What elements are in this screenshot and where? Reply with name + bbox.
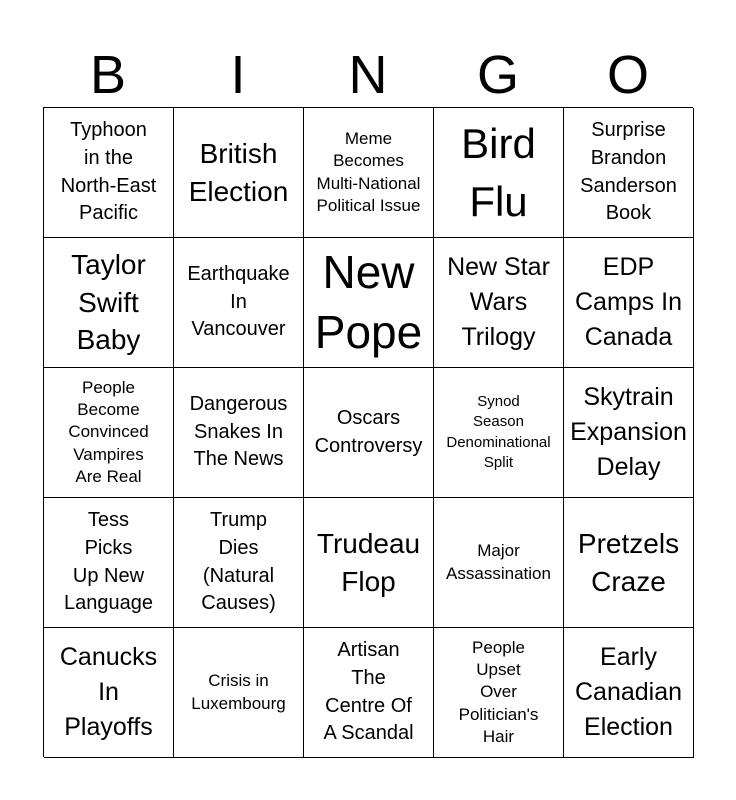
bingo-board	[43, 107, 693, 757]
bingo-cell: People Become Convinced Vampires Are Real	[44, 368, 174, 498]
bingo-cell: Earthquake In Vancouver	[174, 238, 304, 368]
bingo-cell: Canucks In Playoffs	[44, 628, 174, 758]
bingo-cell: Major Assassination	[434, 498, 564, 628]
bingo-cell: Tess Picks Up New Language	[44, 498, 174, 628]
header-letter-i: I	[230, 45, 246, 105]
bingo-cell: Typhoon in the North-East Pacific	[44, 108, 174, 238]
bingo-cell: Crisis in Luxembourg	[174, 628, 304, 758]
bingo-header	[43, 42, 693, 108]
bingo-cell: Surprise Brandon Sanderson Book	[564, 108, 694, 238]
header-letter-g: G	[476, 45, 519, 105]
bingo-cell: Trudeau Flop	[304, 498, 434, 628]
bingo-cell: Meme Becomes Multi-National Political Issue	[304, 108, 434, 238]
bingo-cell: Dangerous Snakes In The News	[174, 368, 304, 498]
bingo-cell: People Upset Over Politician's Hair	[434, 628, 564, 758]
bingo-cell: Artisan The Centre Of A Scandal	[304, 628, 434, 758]
bingo-cell: New Pope	[304, 238, 434, 368]
bingo-cell: Skytrain Expansion Delay	[564, 368, 694, 498]
bingo-cell: British Election	[174, 108, 304, 238]
bingo-cell: New Star Wars Trilogy	[434, 238, 564, 368]
bingo-cell: Pretzels Craze	[564, 498, 694, 628]
bingo-cell: Synod Season Denominational Split	[434, 368, 564, 498]
bingo-cell: Bird Flu	[434, 108, 564, 238]
bingo-cell: Taylor Swift Baby	[44, 238, 174, 368]
bingo-cell: EDP Camps In Canada	[564, 238, 694, 368]
bingo-cell: Early Canadian Election	[564, 628, 694, 758]
header-letter-b: B	[89, 45, 127, 105]
header-letter-o: O	[606, 45, 649, 105]
bingo-cell: Trump Dies (Natural Causes)	[174, 498, 304, 628]
header-letter-n: N	[348, 45, 388, 105]
bingo-cell: Oscars Controversy	[304, 368, 434, 498]
